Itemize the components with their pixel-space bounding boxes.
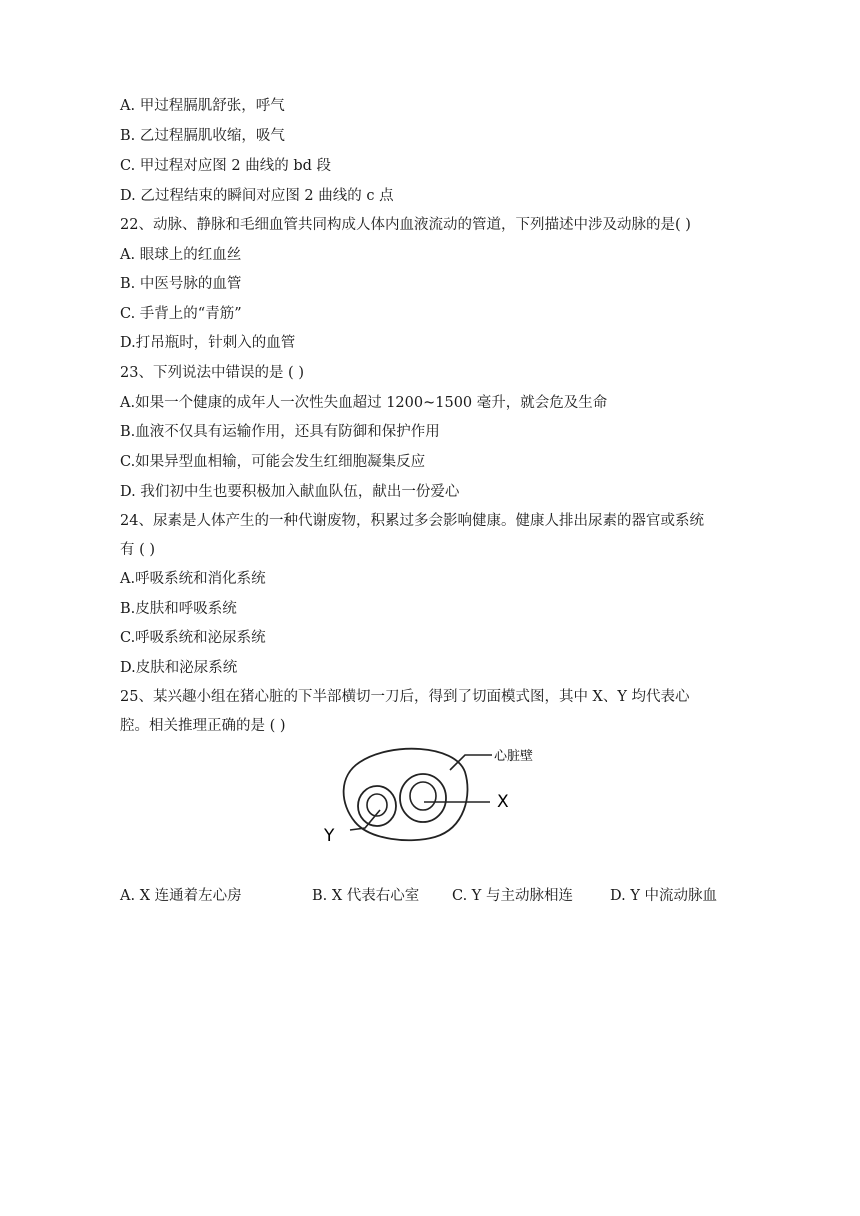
q23-option-b: B.血液不仅具有运输作用，还具有防御和保护作用 xyxy=(120,424,440,440)
q24-stem-line1: 24、尿素是人体产生的一种代谢废物，积累过多会影响健康。健康人排出尿素的器官或系统 xyxy=(120,513,704,529)
q25-option-b: B. X 代表右心室 xyxy=(312,888,420,904)
q25-option-d: D. Y 中流动脉血 xyxy=(610,888,718,904)
q24-option-d: D.皮肤和泌尿系统 xyxy=(120,660,238,676)
q23-stem: 23、下列说法中错误的是 ( ) xyxy=(120,365,304,381)
q22-option-a: A. 眼球上的红血丝 xyxy=(120,247,242,263)
x-label: X xyxy=(497,792,509,812)
wall-label: 心脏壁 xyxy=(494,749,534,764)
y-label: Y xyxy=(324,826,335,846)
q21-option-b: B. 乙过程膈肌收缩，吸气 xyxy=(120,128,285,144)
q23-option-c: C.如果异型血相输，可能会发生红细胞凝集反应 xyxy=(120,454,426,470)
q21-option-d: D. 乙过程结束的瞬间对应图 2 曲线的 c 点 xyxy=(120,188,394,204)
chamber-y-outer xyxy=(358,786,396,826)
q21-option-a: A. 甲过程膈肌舒张，呼气 xyxy=(120,98,285,114)
chamber-x-inner xyxy=(410,782,436,810)
q22-stem: 22、动脉、静脉和毛细血管共同构成人体内血液流动的管道，下列描述中涉及动脉的是( ) xyxy=(120,217,691,233)
q24-stem-line2: 有 ( ) xyxy=(120,542,156,558)
q24-option-a: A.呼吸系统和消化系统 xyxy=(120,571,266,587)
q25-option-c: C. Y 与主动脉相连 xyxy=(452,888,573,904)
q22-option-b: B. 中医号脉的血管 xyxy=(120,276,242,292)
q23-option-a: A.如果一个健康的成年人一次性失血超过 1200~1500 毫升，就会危及生命 xyxy=(120,395,608,411)
q25-stem-line1: 25、某兴趣小组在猪心脏的下半部横切一刀后，得到了切面模式图，其中 X、Y 均代表心 xyxy=(120,689,690,705)
q22-option-d: D.打吊瓶时，针刺入的血管 xyxy=(120,335,296,351)
q21-option-c: C. 甲过程对应图 2 曲线的 bd 段 xyxy=(120,158,332,174)
q22-option-c: C. 手背上的“青筋” xyxy=(120,306,242,322)
q24-option-c: C.呼吸系统和泌尿系统 xyxy=(120,630,266,646)
q25-stem-line2: 腔。相关推理正确的是 ( ) xyxy=(120,718,286,734)
q24-option-b: B.皮肤和呼吸系统 xyxy=(120,601,237,617)
q25-option-a: A. X 连通着左心房 xyxy=(120,888,242,904)
q23-option-d: D. 我们初中生也要积极加入献血队伍，献出一份爱心 xyxy=(120,484,460,500)
heart-cross-section-figure xyxy=(320,740,550,850)
wall-leader-line xyxy=(450,755,492,770)
